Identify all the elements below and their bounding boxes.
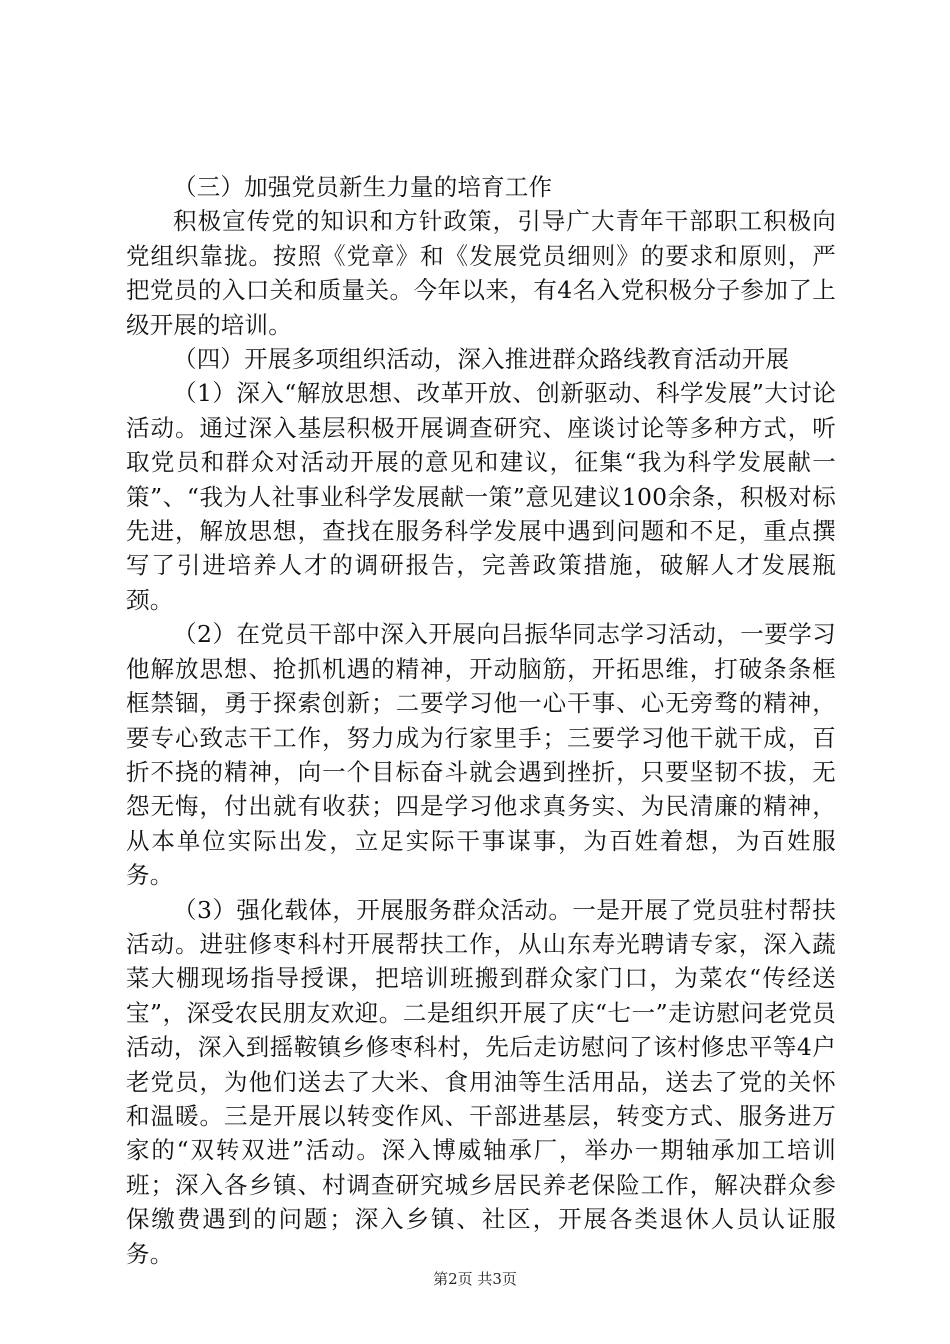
- paragraph-party-development: 积极宣传党的知识和方针政策，引导广大青年干部职工积极向党组织靠拢。按照《党章》和《发展党员细则》的要求和原则，严把党员的入口关和质量关。今年以来，有4名入党积极分子参加了上级开展的培训。: [126, 207, 836, 339]
- page-number-footer: 第2页 共3页: [433, 1270, 517, 1288]
- paragraph-item-2: （2）在党员干部中深入开展向吕振华同志学习活动，一要学习他解放思想、抢抓机遇的精神，开动脑筋，开拓思维，打破条条框框禁锢，勇于探索创新；二要学习他一心干事、心无旁骛的精神，要专心致志干工作，努力成为行家里手；三要学习他干就干成，百折不挠的精神，向一个目标奋斗就会遇到挫折，只要坚韧不拔，无怨无悔，付出就有收获；四是学习他求真务实、为民清廉的精神，从本单位实际出发，立足实际干事谋事，为百姓着想，为百姓服务。: [126, 620, 836, 890]
- paragraph-item-3: （3）强化载体，开展服务群众活动。一是开展了党员驻村帮扶活动。进驻修枣科村开展帮扶工作，从山东寿光聘请专家，深入蔬菜大棚现场指导授课，把培训班搬到群众家门口，为菜农“传经送宝”，深受农民朋友欢迎。二是组织开展了庆“七一”走访慰问老党员活动，深入到摇鞍镇乡修枣科村，先后走访慰问了该村修忠平等4户老党员，为他们送去了大米、食用油等生活用品，送去了党的关怀和温暖。三是开展以转变作风、干部进基层，转变方式、服务进万家的“双转双进”活动。深入博威轴承厂，举办一期轴承加工培训班；深入各乡镇、村调查研究城乡居民养老保险工作，解决群众参保缴费遇到的问题；深入乡镇、社区，开展各类退休人员认证服务。: [126, 895, 836, 1268]
- paragraph-item-1: （1）深入“解放思想、改革开放、创新驱动、科学发展”大讨论活动。通过深入基层积极开展调查研究、座谈讨论等多种方式，听取党员和群众对活动开展的意见和建议，征集“我为科学发展献一策”、“我为人社事业科学发展献一策”意见建议100余条，积极对标先进，解放思想，查找在服务科学发展中遇到问题和不足，重点撰写了引进培养人才的调研报告，完善政策措施，破解人才发展瓶颈。: [126, 379, 836, 614]
- section-heading-3: （三）加强党员新生力量的培育工作: [173, 173, 553, 201]
- section-heading-4: （四）开展多项组织活动，深入推进群众路线教育活动开展: [173, 345, 790, 374]
- document-body: [126, 170, 836, 1271]
